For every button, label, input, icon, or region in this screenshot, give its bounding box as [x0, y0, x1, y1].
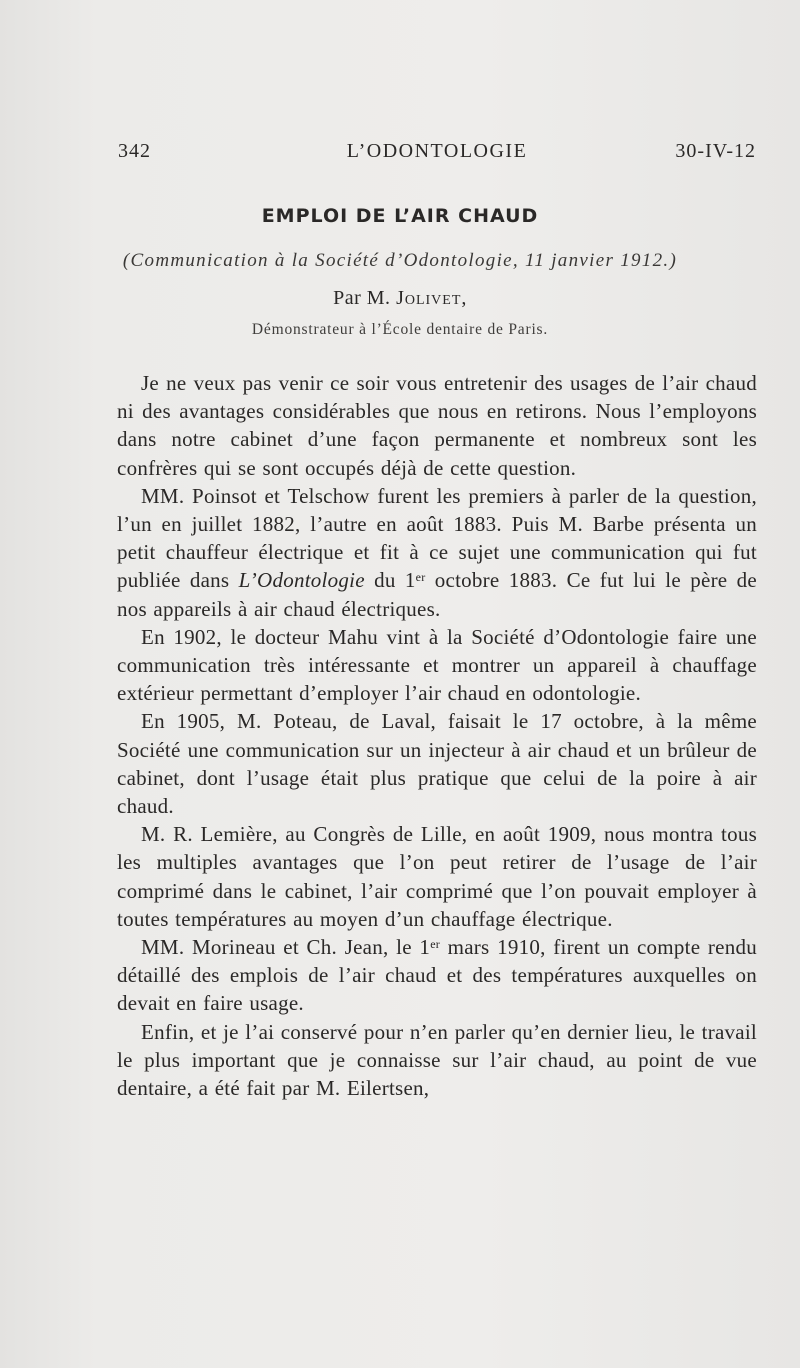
running-header	[118, 140, 756, 170]
article-subtitle: (Communication à la Société d’Odontologie, 11 janvier 1912.)	[122, 250, 678, 271]
author-affiliation: Démonstrateur à l’École dentaire de Paris.	[251, 321, 549, 338]
paragraph: Enfin, et je l’ai conservé pour n’en parler qu’en dernier lieu, le travail le plus important que je connaisse sur l’air chaud, au point de vue dentaire, a été fait par M. Eilertsen,	[117, 1019, 757, 1101]
paragraph: MM. Poinsot et Telschow furent les premiers à parler de la question, l’un en juillet 1882, l’autre en août 1883. Puis M. Barbe présenta un petit chauffeur électrique et fit à ce sujet une communication qui fut publiée dans L’Odontologie du 1er octobre 1883. Ce fut lui le père de nos appareils à air chaud électriques.	[117, 483, 757, 621]
article-body	[117, 369, 757, 1102]
paragraph: En 1905, M. Poteau, de Laval, faisait le 17 octobre, à la même Société une communication sur un injecteur à air chaud et un brûleur de cabinet, dont l’usage était plus pratique que celui de la poire à air chaud.	[117, 709, 757, 819]
author-prefix: Par M.	[333, 287, 397, 309]
article-author	[0, 287, 800, 310]
paragraph: Je ne veux pas venir ce soir vous entretenir des usages de l’air chaud ni des avantages considérables que nous en retirons. Nous l’employons dans notre cabinet d’une façon permanente et nombreux sont les confrères qui se sont occupés déjà de cette question.	[117, 371, 757, 480]
journal-title: L’ODONTOLOGIE	[346, 140, 528, 162]
author-suffix: ,	[461, 287, 467, 309]
journal-reference: L’Odontologie	[238, 568, 365, 593]
page-number: 342	[118, 140, 151, 162]
paragraph: M. R. Lemière, au Congrès de Lille, en août 1909, nous montra tous les multiples avantages que l’on peut retirer de l’usage de l’air comprimé dans le cabinet, l’air comprimé que l’on pouvait employer à toutes températures au moyen d’un chauffage électrique.	[117, 822, 757, 931]
author-name: Jolivet	[396, 287, 462, 309]
issue-date: 30-IV-12	[675, 140, 756, 162]
article-title: EMPLOI DE L’AIR CHAUD	[261, 205, 539, 227]
paragraph: En 1902, le docteur Mahu vint à la Société d’Odontologie faire une communication très intéressante et montrer un appareil à chauffage extérieur permettant d’employer l’air chaud en odontologie.	[117, 624, 757, 706]
paragraph: MM. Morineau et Ch. Jean, le 1er mars 1910, firent un compte rendu détaillé des emplois de l’air chaud et des températures auxquelles on devait en faire usage.	[117, 935, 757, 1016]
